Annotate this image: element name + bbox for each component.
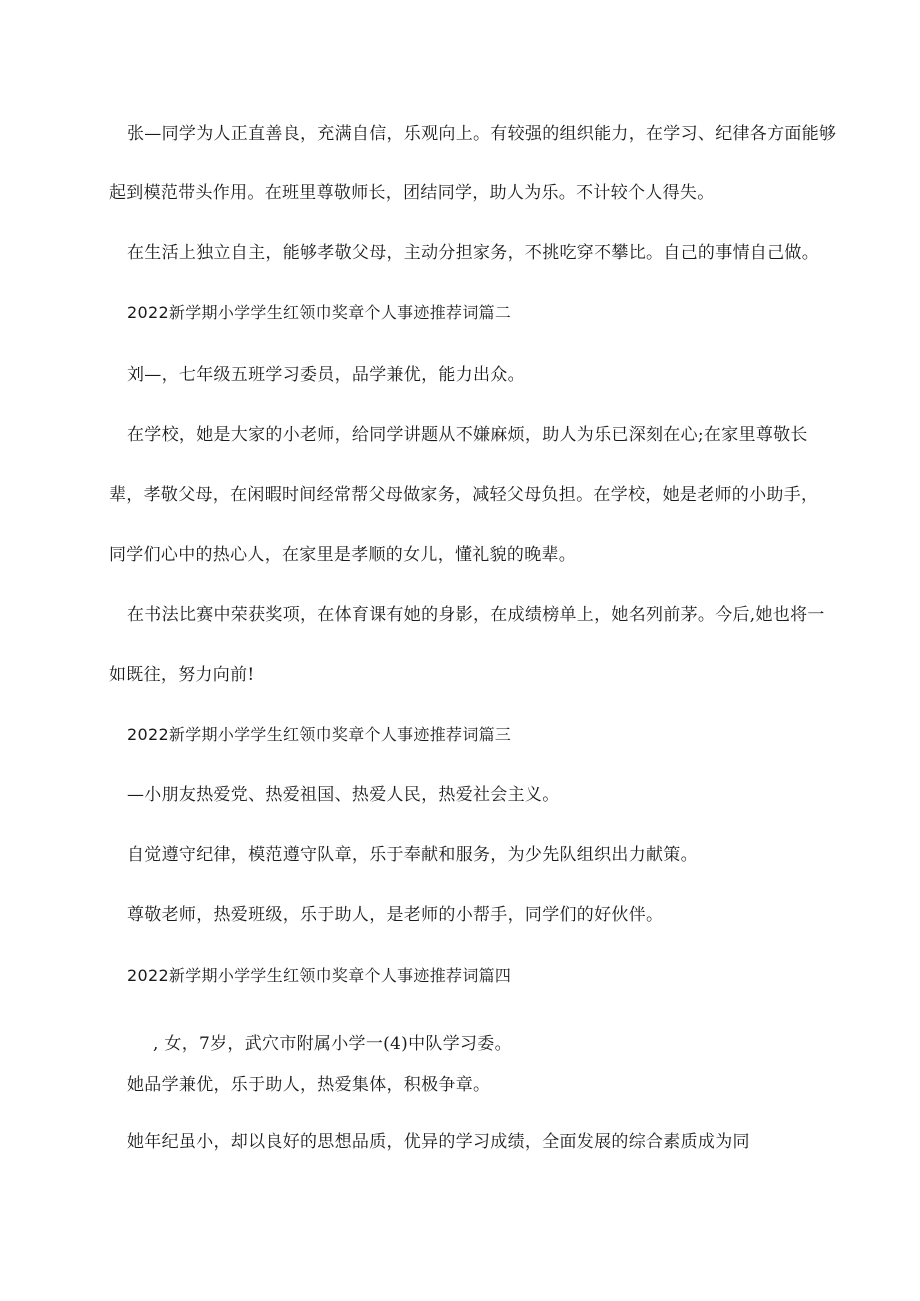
paragraph-6-line-1: —小朋友热爱党、热爱祖国、热爱人民，热爱社会主义。 xyxy=(127,785,560,805)
paragraph-8-line-1: 尊敬老师，热爱班级，乐于助人，是老师的小帮手，同学们的好伙伴。 xyxy=(127,905,664,925)
paragraph-4-line-1: 在学校，她是大家的小老师，给同学讲题从不嫌麻烦，助人为乐已深刻在心;在家里尊敬长 xyxy=(127,425,808,445)
paragraph-5-line-2: 如既往，努力向前! xyxy=(109,665,255,685)
paragraph-3-line-1: 刘—，七年级五班学习委员，品学兼优，能力出众。 xyxy=(127,365,525,385)
section-heading-4: 2022新学期小学学生红领巾奖章个人事迹推荐词篇四 xyxy=(127,966,512,985)
paragraph-4-line-3: 同学们心中的热心人，在家里是孝顺的女儿，懂礼貌的晚辈。 xyxy=(109,545,577,565)
section-heading-3: 2022新学期小学学生红领巾奖章个人事迹推荐词篇三 xyxy=(127,725,512,744)
section-heading-2: 2022新学期小学学生红领巾奖章个人事迹推荐词篇二 xyxy=(127,303,512,322)
paragraph-11-line-1: 她年纪虽小，却以良好的思想品质，优异的学习成绩，全面发展的综合素质成为同 xyxy=(127,1132,750,1152)
paragraph-2-line-1: 在生活上独立自主，能够孝敬父母，主动分担家务，不挑吃穿不攀比。自己的事情自己做。 xyxy=(127,243,819,263)
paragraph-7-line-1: 自觉遵守纪律，模范遵守队章，乐于奉献和服务，为少先队组织出力献策。 xyxy=(127,845,698,865)
paragraph-9-line-1: , 女，7岁，武穴市附属小学一(4)中队学习委。 xyxy=(153,1034,512,1054)
paragraph-5-line-1: 在书法比赛中荣获奖项，在体育课有她的身影，在成绩榜单上，她名列前茅。今后,她也将一 xyxy=(127,605,825,625)
paragraph-1-line-1: 张—同学为人正直善良，充满自信，乐观向上。有较强的组织能力，在学习、纪律各方面能够 xyxy=(127,124,837,144)
paragraph-10-line-1: 她品学兼优，乐于助人，热爱集体，积极争章。 xyxy=(127,1075,491,1095)
paragraph-4-line-2: 辈，孝敬父母，在闲暇时间经常帮父母做家务，减轻父母负担。在学校，她是老师的小助手， xyxy=(109,485,819,505)
paragraph-1-line-2: 起到模范带头作用。在班里尊敬师长，团结同学，助人为乐。不计较个人得失。 xyxy=(109,183,715,203)
